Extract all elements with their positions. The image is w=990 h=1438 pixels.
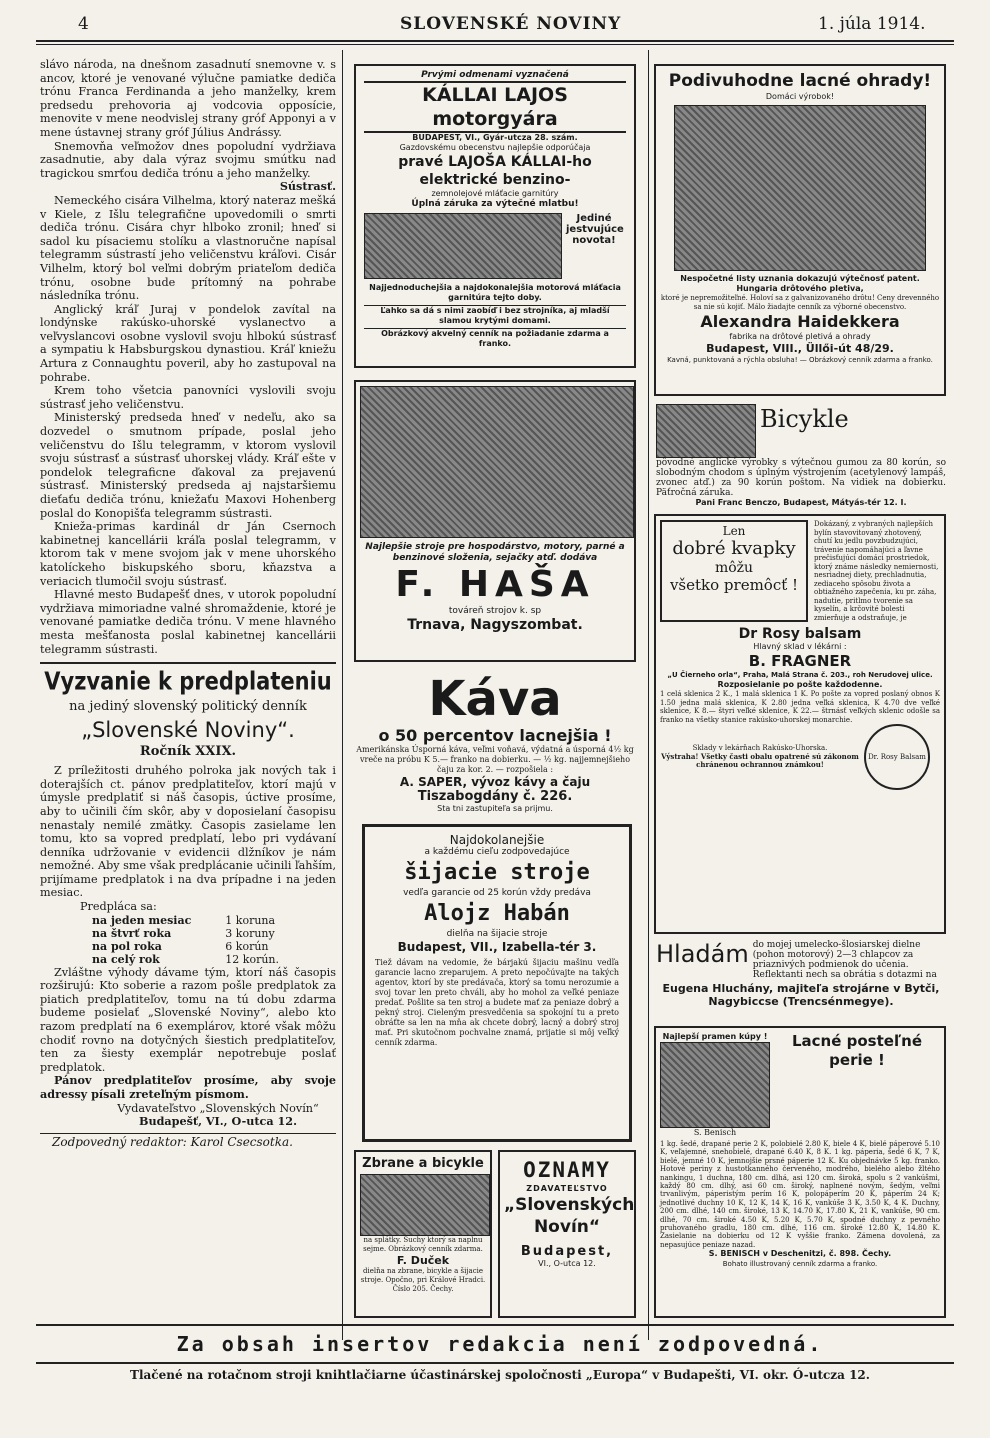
ad-kallai-line1: Gazdovskému obecenstvu najlepšie odporúčaja	[399, 143, 591, 152]
article-paragraph: slávo národa, na dnešnom zasadnutí snemovne v. s ancov, ktoré je venované výlučne pamiatke dediča trónu Franca Ferdinanda a jeho manželky, krem predsedu prehovoria aj vodcovia opposície, menovite v mene neodvislej strany gróf Apponyi a v mene ústavnej strany gróf Július Andrássy.	[40, 58, 336, 139]
ad-hladam-title: Hladám	[656, 940, 749, 968]
ad-haban-title: šijacie stroje	[404, 860, 590, 885]
footer-rule-2	[36, 1362, 954, 1364]
ad-rosy-prices: 1 celá sklenica 2 K., 1 malá sklenica 1 K. Po pošte za vopred poslaný obnos K 1.50 jedna malá sklenica, K 2.80 jedna veľká sklenica, K 4.70 dve veľké sklenice, K 8.— štyri veľké sklenice, K 22.— štrnásť veľkých sklenic odošle sa franko na všetky stanice rakúsko-uhorskej monarchie.	[660, 690, 940, 724]
thresher-machine-illustration	[364, 213, 562, 279]
price-table	[88, 914, 283, 966]
ad-kallai-b2: Ľahko sa dá s nimi zaobíď i bez strojníka, aj mladší slamou krytými domami.	[364, 305, 626, 326]
ad-rosy-warning: Výstraha! Všetky časti obalu opatrené sú zákonom chránenou ochrannou známkou!	[661, 751, 859, 770]
editor-credit: Zodpovedný redaktor: Karol Csecsotka.	[52, 1134, 293, 1149]
bicycle-illustration	[656, 404, 756, 458]
ad-haban-top: Najdokolanejšie	[449, 833, 545, 847]
table-row	[88, 940, 283, 953]
ad-rosy-balsam	[654, 514, 946, 934]
ad-kallai-b3: Obrázkový akvelný cenník na požiadanie zdarma a franko.	[364, 328, 626, 349]
divider	[40, 662, 336, 664]
ad-perie-label: S. Benisch	[693, 1128, 737, 1137]
publisher-address: Budapešť, VI., O-utca 12.	[139, 1114, 297, 1129]
article-paragraph: Z príležitosti druhého polroka jak nových tak i doterajších ct. pánov predplatiteľov, ktorí majú v úmysle predplatiť si náš časopis, úctive prosíme, aby to učinili čím skôr, aby v doposielaní časopisu nenastaly nemilé zmätky. Časopis zasielame len tomu, kto sa vopred predplatí, lebo pri vydávaní denníka udržovanie v evidencii dlžníkov je nám nemožné. Aby sme však predplácanie učinili ľahším, prijímame predplatok i na dva prípadne i na jeden mesiac.	[40, 764, 336, 900]
header-rule	[36, 40, 954, 42]
ad-zbrane-name: F. Duček	[396, 1254, 450, 1267]
ad-kava-city: Tiszabogdány č. 226.	[417, 789, 573, 804]
ad-ohrady-p2: ktoré je nepremožiteľné. Holoví sa z galvanizovaného drôtu! Ceny drevenného sa nie sú kojiť. Málo žiadajte cenník za výborné obecenstvo.	[660, 294, 940, 311]
ad-zbrane-title: Zbrane a bicykle	[362, 1156, 484, 1171]
price-value: 6 korún	[225, 939, 269, 953]
insert-disclaimer: Za obsah insertov redakcia není zodpovedná.	[176, 1332, 824, 1356]
ad-kallai-side: Jediné jestvujúce novota!	[566, 213, 624, 246]
price-label: Predplácа sa:	[80, 900, 157, 914]
subscription-paper-name: „Slovenské Noviny“.	[81, 718, 295, 743]
article-paragraph: Zvláštne výhody dávame tým, ktorí náš časopis rozširujú: Kto soberie a razom pošle predplatok za piatich predplatiteľov, tomu na tú dobu zdarma budeme posielať „Slovenské Noviny“, alebo kto razom predplatí na 6 exemplárov, ktoré však môžu chodiť rovno na dotyčných šiestich predplatiteľov, ten za šiesty exemplár nepotrebuje poslať predplatok.	[40, 965, 336, 1074]
fence-illustration	[674, 105, 926, 271]
table-row	[88, 927, 283, 940]
ad-hasa-sub: továreň strojov k. sp	[448, 606, 542, 616]
ad-kava-firm: A. SAPER, vývoz kávy a čaju	[399, 775, 591, 789]
ad-ohrady-fences	[654, 64, 946, 396]
paper-title: SLOVENSKÉ NOVINY	[400, 14, 622, 34]
ad-kava-note: Sta tni zastupiteľa sa prijmu.	[437, 804, 553, 813]
ad-oznamy-sub: ZDAVATEĽSTVO	[526, 1184, 608, 1193]
ad-bicykle	[656, 404, 946, 508]
column-rule-2	[648, 50, 649, 1340]
ad-rosy-hl: Hlavný sklad v lékárni :	[753, 642, 847, 651]
printer-imprint: Tlačené na rotačnom stroji knihtlačiarne účastinárskej spoločnosti „Europa“ v Budapešti, VI. okr. Ó-utcza 12.	[130, 1368, 870, 1382]
ad-oznamy-city: Budapest,	[520, 1244, 614, 1259]
ad-rosy-len: Len	[722, 524, 746, 538]
ad-perie-foot: Bohato illustrovaný cenník zdarma a franko.	[722, 1260, 878, 1269]
subscription-subheading: na jediný slovenský politický denník	[69, 699, 307, 715]
article-paragraph: Hlavné mesto Budapešť dnes, v utorok popoludní vydržiava mimoriadne valné shromaždenie, ktoré je venované pamiatke dediča trónu. V mene hlavného mesta mešťanosta poslal kabinetnej kancellárii telegramm sústrasti.	[40, 588, 336, 656]
divider	[40, 1133, 336, 1134]
ad-ohrady-sub: Domáci výrobok!	[765, 92, 835, 101]
ad-oznamy-address: VI., O-utca 12.	[538, 1259, 596, 1268]
ad-perie-feathers	[654, 1026, 946, 1318]
volume-number: Ročník XXIX.	[139, 744, 237, 760]
ad-rosy-firm: B. FRAGNER	[748, 652, 852, 670]
ad-rosy-vsetko: všetko premôcť !	[669, 576, 799, 594]
article-column	[40, 58, 336, 1149]
ad-kallai-line4: Úplná záruka za výtečné mlatbu!	[411, 199, 579, 209]
ad-rosy-slogan-box	[660, 520, 808, 622]
ad-rosy-firm2: „U Čierneho orla“, Praha, Malá Strana č. 203., roh Nerudovej ulice.	[667, 671, 933, 679]
ad-rosy-sklady: Sklady v lekárňach Rakúsko-Uhorska.	[692, 744, 828, 753]
ad-ohrady-title: Podivuhodne lacné ohrady!	[668, 71, 932, 91]
price-period: na štvrť roka	[92, 926, 172, 940]
ad-perie-firm: S. BENISCH v Deschenitzi, č. 898. Čechy.	[708, 1249, 892, 1259]
price-period: na pol roka	[92, 939, 162, 953]
ad-bicykle-firm: Pani Franc Benczo, Budapest, Mátyás-tér 12. I.	[695, 498, 907, 507]
ad-oznamy-name: „Slovenských Novín“	[504, 1195, 635, 1237]
ad-hladam-name: Eugena Hluchány, majiteľa strojárne v Bytči, Nagybiccse (Trencsénmegye).	[662, 982, 940, 1008]
table-row	[88, 914, 283, 927]
ad-oznamy-title: OZNAMY	[523, 1158, 611, 1182]
ad-haban-text: Tiež dávam na vedomie, že bárjakú šijaciu mašinu vedľa garancie lacno zreparujem. A preto nepočúvajte na takých agentov, ktorí by ste predávača, ktorý sa tomu nerozumie a svoj tovar len preto chváli, aby ho mohol za veľké peniaze predať. Pošlite sa ten stroj a budete mať za peniaze dobrý a pekný stroj. Cieleným presvedčenia sa spokojní tu a preto obráťte sa len na mňa ak chcete dobrý, lacný a dobrý stroj mať. Pri skutočnom pochvalne znamá, prijatie si môj veľký cenník zdarma.	[375, 958, 619, 1047]
ad-haban-line: vedľa garancie od 25 korún vždy predáva	[403, 888, 591, 898]
article-paragraph: Snemovňa veľmožov dnes popoludní vydržiava zasadnutie, aby dala výraz svojmu smútku nad tragickou smrťou dediča trónu a jeho manželky.	[40, 139, 336, 180]
ad-rosy-name: Dr Rosy balsam	[738, 626, 862, 642]
ad-rosy-side: Dokázaný, z vybraných najlepších bylín stavovitovaný zhotovený, chutí ku jedlu povzbudzujúci, trávenie napomáhajúci a ľavne prečisťujúci domáci prostriedok, ktorý známe následky nemiernosti, nesriadnej diety, prechladnutia, zediaceho spôsobu života a obtiažného zapečenia, ku pr. záha, nadutie, pritlmo tvorenie sa kyselín, a krčovité bolesti zmierňuje a odstraňuje, je	[814, 520, 939, 622]
ad-rosy-stamp: Dr. Rosy Balsam	[864, 724, 930, 790]
ad-kallai-line2: pravé LAJOŠA KÁLLAI-ho elektrické benzino-	[398, 154, 592, 188]
ad-hasa-machines	[354, 380, 636, 662]
hunter-bicycle-illustration	[360, 1174, 490, 1236]
price-value: 12 korún.	[225, 952, 280, 966]
price-period: na celý rok	[92, 952, 160, 966]
article-paragraph: Nemeckého cisára Vilhelma, ktorý nateraz mešká v Kiele, z Išlu telegrafične upovedomili o smrti dediča trónu. Cisára chyr hlboko zronil; hneď si sadol ku písaciemu stolíku a vlastnoručne napísal telegramm sústrastí jeho veličenstvu kráľovi. Cisár Vilhelm, ktorý bol veľmi dobrým priateľom dediča trónu, osobne bude prítomný na pohrabe následníka trónu.	[40, 193, 336, 303]
ad-ohrady-name: Alexandra Haidekkera	[700, 312, 900, 331]
ad-rosy-dobre: dobré kvapky	[672, 538, 796, 559]
ad-haban-line2: dielňa na šijacie stroje	[446, 929, 548, 939]
section-heading: Sústrasť.	[279, 179, 336, 194]
ad-kava-title: Káva	[428, 671, 562, 727]
article-paragraph: Knieža-primas kardinál dr Ján Csernoch kabinetnej kancellárii kráľa poslal telegramm, v ktorom tak v mene svojom jak v mene uhorského katolíckeho biskupského sboru, kňazstva a veriacich tlumočil svoju sústrasť.	[40, 520, 336, 588]
price-value: 3 koruny	[225, 926, 275, 940]
price-period: na jeden mesiac	[92, 913, 192, 927]
ad-kallai-top: Prvými odmenami vyznačená	[421, 70, 569, 80]
ad-zbrane-text: na splátky. Suchy ktorý sa naplnu sejme. Obrázkový cenník zdarma.	[363, 1236, 483, 1253]
ad-rosy-distribution: Rozposielanie po pošte každodenne.	[717, 680, 883, 689]
ad-ohrady-foot: Kavná, punktovaná a rýchla obsluha! — Obrázkový cenník zdarma a franko.	[667, 356, 933, 364]
publisher-signature: Vydavateľstvo „Slovenských Novín“	[117, 1101, 319, 1115]
article-paragraph: Pánov predplatiteľov prosíme, aby svoje adressy písali zreteľným písmom.	[40, 1073, 336, 1101]
ad-kava-text: Amerikánska Úsporná káva, veľmi voňavá, výdatná a úsporná 4½ kg vreče na próbu K 5.— franko na dobierku. — ½ kg. najjemnejšieho čaju za kor. 2. — rozpošiela :	[356, 745, 634, 774]
subscription-heading: Vyzvanie k predplateniu	[44, 666, 332, 696]
ad-kava	[354, 672, 636, 814]
ad-perie-text: 1 kg. šedé, drapané perie 2 K, polobielé 2.80 K, biele 4 K, bielé páperové 5.10 K, veľajemné, snehobielé, drapané 6.40 K, 8 K. 1 kg. páperia, šedé 6 K, 7 K, bielé, jemné 10 K, jemnojšie prsné páperie 12 K. Ku objednávke 5 kg. franko. Hotové periny z hustotkanného červeného, modrého, bielého alebo žltého nankingu, 1 duchna, 180 cm. dlhá, asi 120 cm. široká, spolu s 2 vankúšmi, každý 80 cm. dlhý, asi 60 cm. široký, naplnené novým, šedým, veľmi trvanlivým, páperistým perím 16 K, polopáperím 20 K, páperím 24 K; jednotlivé duchny 10 K, 12 K, 14 K, 16 K, vankúše 3 K, 3.50 K, 4 K. Duchny, 200 cm. dlhé, 140 cm. široké, 13 K, 14.70 K, 17.80 K, 21 K, vankúše, 90 cm. dlhé, 70 cm. široké 4.50 K, 5.20 K, 5.70 K, spodné duchny z pevného pruhovaného gradlu, 180 cm. dlhé, 116 cm. široké 12.80 K, 14.80 K. Zasielanie na dobierku od 12 K vyššie franko. Zámena dovolená, za nepasujúce peniaze nazad.	[660, 1140, 940, 1249]
ad-haban-sub: a každému cieľu zodpovedajúce	[424, 847, 570, 857]
ad-kava-sub: o 50 percentov lacnejšia !	[378, 726, 612, 745]
page-number: 4	[78, 14, 89, 34]
ad-oznamy	[498, 1150, 636, 1318]
ad-hasa-name: F. HAŠA	[395, 564, 595, 605]
table-row	[88, 953, 283, 966]
ad-ohrady-address: Budapest, VIII., Üllői-út 48/29.	[706, 342, 894, 355]
ad-hasa-caption: Najlepšie stroje pre hospodárstvo, motory, parné a benzinové složenia, sejačky atď. dodáva	[365, 542, 625, 563]
ad-bicykle-text: pôvodné anglické výrobky s výtečnou gumou za 80 korún, so slobodným chodom s úplným výstrojením (acetylenový lampáš, zvonec atď.) za 90 korún poštom. Na vidiek na dobierku. Päťročná záruka.	[656, 458, 946, 498]
ad-zbrane-address: dielňa na zbrane, bicykle a šijacie stroje. Opočno, pri Králové Hradci. Číslo 205. Čechy.	[360, 1267, 486, 1293]
header-rule-thin	[36, 44, 954, 45]
ad-perie-top: Najlepší pramen kúpy !	[662, 1032, 768, 1041]
steam-engine-illustration	[360, 386, 634, 538]
ad-perie-title: Lacné posteľné perie !	[791, 1032, 922, 1069]
ad-rosy-mozu: môžu	[714, 560, 754, 576]
issue-date: 1. júla 1914.	[818, 14, 926, 34]
ad-haban-address: Budapest, VII., Izabella-tér 3.	[397, 940, 597, 954]
ad-ohrady-line: fabrika na drôtové pletivá a ohrady	[729, 332, 871, 341]
ad-kallai-line3: zemnolejové mláťacie garnitúry	[431, 189, 559, 198]
ad-hasa-city: Trnava, Nagyszombat.	[407, 617, 583, 633]
article-paragraph: Anglický kráľ Juraj v pondelok zavítal na londýnske rakúsko-uhorské vyslanectvo a veľvyslancovi osobne vyslovil svoju hlbokú sústrasť a sympatiu k Habsburgskou dynastiou. Kráľ kniežu Artura z Connaughtu poveril, aby ho zastupoval na pohrabe.	[40, 302, 336, 384]
ad-kallai-motors	[354, 64, 636, 368]
ad-zbrane-bicykle	[354, 1150, 492, 1318]
swan-illustration	[660, 1042, 770, 1128]
ad-kallai-address: BUDAPEST, VI., Gyár-utcza 28. szám.	[412, 133, 578, 142]
column-rule-1	[342, 50, 343, 1340]
price-value: 1 koruna	[225, 913, 276, 927]
article-paragraph: Krem toho všetcia panovníci vyslovili svoju sústrasť jeho veličenstvu.	[40, 384, 336, 411]
ad-hladam-text: do mojej umelecko-šlosiarskej dielne (pohon motorový) 2—3 chlapcov za priaznivých podmienok do učenia. Reflektanti nech sa obrátia s dotazmi na	[752, 940, 937, 980]
ad-ohrady-p1: Nespočetné listy uznania dokazujú výtečnosť patent. Hungaria drôtového pletiva,	[680, 274, 920, 293]
ad-bicykle-title: Bicykle	[760, 405, 849, 433]
footer-rule	[36, 1324, 954, 1326]
ad-haban-name: Alojz Habán	[424, 901, 570, 926]
ad-kallai-name: KÁLLAI LAJOS motorgyára	[364, 81, 626, 133]
ad-haban-sewing	[362, 824, 632, 1142]
ad-hladam	[656, 940, 946, 1020]
article-paragraph: Ministerský predseda hneď v nedeľu, ako sa dozvedel o smutnom prípade, poslal jeho veličenstvu do Išlu telegramm, v ktorom vyslovil svoju sústrasť a sústrasť uhorskej vlády. Kráľ ešte v pondelok telegraficne ďakoval za prejavenú sústrasť. Ministerský predseda aj najstaršiemu dieťaťu dediča trónu, kniežaťu Maxovi Hohenberg poslal do Konopišťa telegramm sústrasti.	[40, 411, 336, 520]
ad-kallai-b1: Najjednoduchejšia a najdokonalejšia motorová mláťacia garnitúra tejto doby.	[369, 283, 621, 302]
